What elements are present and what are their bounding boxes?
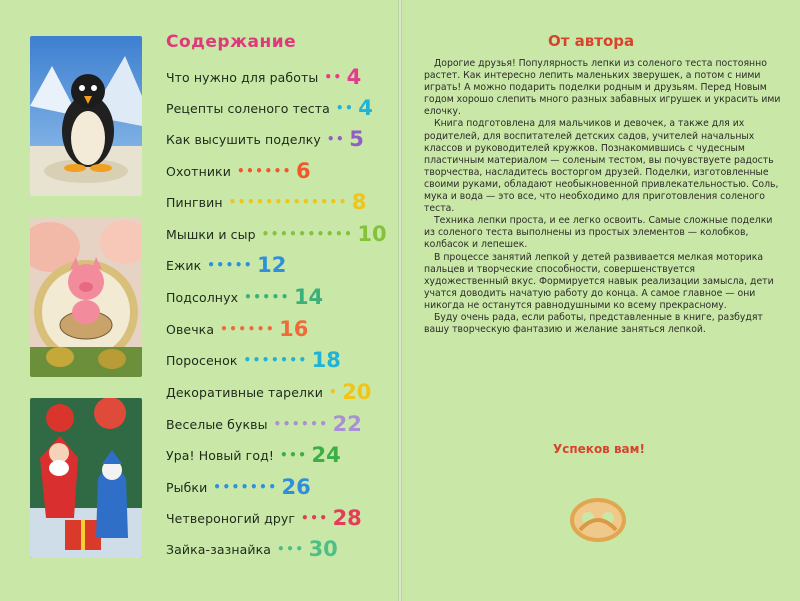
toc-row <box>166 95 373 121</box>
toc-item-label: Декоративные тарелки <box>166 384 323 400</box>
toc-row <box>166 505 362 531</box>
toc-item-label: Мышки и сыр <box>166 226 256 242</box>
toc-page-number: 28 <box>332 506 362 530</box>
toc-row <box>166 252 286 278</box>
toc-page-number: 30 <box>308 537 338 561</box>
toc-page-number: 22 <box>332 412 362 436</box>
toc-row <box>166 474 311 500</box>
toc-item-label: Рецепты соленого теста <box>166 100 330 116</box>
toc-item-label: Охотники <box>166 163 231 179</box>
closing-wish: Успеков вам! <box>553 442 645 456</box>
toc-leader-dots: •••••• <box>273 417 329 431</box>
toc-page-number: 16 <box>279 317 309 341</box>
toc-page-number: 4 <box>358 96 373 120</box>
author-note-title: От автора <box>548 32 635 50</box>
pig-photo <box>30 217 142 377</box>
toc-page-number: 18 <box>311 348 341 372</box>
toc-row <box>166 347 341 373</box>
toc-page-number: 6 <box>295 159 311 183</box>
toc-row <box>166 442 341 468</box>
toc-leader-dots: ••••• <box>244 290 290 304</box>
toc-item-label: Овечка <box>166 321 215 337</box>
pretzel-icon <box>568 492 628 544</box>
toc-page-number: 26 <box>281 475 311 499</box>
toc-page-number: 14 <box>293 285 324 309</box>
toc-leader-dots: •• <box>324 70 343 84</box>
toc-leader-dots: •• <box>335 101 355 115</box>
toc-page-number: 5 <box>349 127 364 151</box>
toc-leader-dots: ••• <box>277 542 305 556</box>
toc-leader-dots: •••••••••• <box>261 227 354 241</box>
toc-row <box>166 284 323 310</box>
toc-leader-dots: •• <box>326 132 346 146</box>
toc-page-number: 20 <box>342 380 372 404</box>
toc-leader-dots: ••• <box>279 448 308 462</box>
author-paragraph: В процессе занятий лепкой у детей развивается мелкая моторика пальцев и творческие способности, совершенствуется художественный вкус. Формируется навык реализации замысла, дети учатся доводить начатую работу до конца. А самое главное — они никогда не останутся равнодушными ко всему прекрасному. <box>424 251 774 311</box>
toc-row <box>166 189 366 215</box>
toc-page-number: 8 <box>351 190 367 214</box>
toc-item-label: Четвероногий друг <box>166 510 296 526</box>
toc-leader-dots: ••••••••••••• <box>228 195 348 209</box>
author-paragraph: Техника лепки проста, и ее легко освоить. Самые сложные поделки из соленого теста выполнены из простых элементов — колобков, колбасок и лепешек. <box>424 215 773 251</box>
toc-item-label: Ежик <box>166 257 202 273</box>
toc-item-label: Рыбки <box>166 479 208 495</box>
toc-leader-dots: • <box>328 385 339 399</box>
toc-row <box>166 221 387 247</box>
toc-page-number: 4 <box>346 65 362 89</box>
toc-item-label: Веселые буквы <box>166 416 268 432</box>
toc-item-label: Подсолнух <box>166 289 239 305</box>
toc-leader-dots: ••••••• <box>243 353 308 367</box>
toc-row <box>166 536 338 562</box>
toc-row <box>166 64 361 90</box>
toc-row <box>166 158 311 184</box>
toc-row <box>166 379 371 405</box>
toc-leader-dots: •••••• <box>220 322 276 336</box>
toc-page-number: 12 <box>257 253 287 277</box>
toc-leader-dots: ••• <box>301 511 329 525</box>
toc-item-label: Зайка-зазнайка <box>166 541 272 557</box>
toc-leader-dots: ••••• <box>207 258 254 272</box>
author-note-body <box>424 58 782 336</box>
author-paragraph: Дорогие друзья! Популярность лепки из соленого теста постоянно растет. Как интересно лепить маленьких зверушек, а потом с ними играть! А можно подарить поделки родным и друзьям. Перед Новым годом хорошо слепить много разных забавных игрушек и украсить ими елочку. <box>424 58 781 118</box>
toc-item-label: Ура! Новый год! <box>166 447 274 463</box>
penguin-photo <box>30 36 142 196</box>
contents-title: Содержание <box>166 32 297 52</box>
toc-item-label: Что нужно для работы <box>166 69 319 85</box>
toc-row <box>166 411 362 437</box>
toc-row <box>166 126 364 152</box>
toc-item-label: Поросенок <box>166 352 238 368</box>
toc-page-number: 10 <box>357 222 387 246</box>
toc-item-label: Пингвин <box>166 194 223 210</box>
toc-row <box>166 316 308 342</box>
toc-leader-dots: •••••• <box>236 164 292 178</box>
left-page <box>0 0 398 601</box>
santa-snowman-photo <box>30 398 142 558</box>
toc-item-label: Как высушить поделку <box>166 131 321 147</box>
author-paragraph: Буду очень рада, если работы, представленные в книге, разбудят вашу творческую фантазию и желание заняться лепкой. <box>424 311 763 336</box>
toc-page-number: 24 <box>311 443 341 467</box>
toc-leader-dots: ••••••• <box>213 480 278 494</box>
author-paragraph: Книга подготовлена для мальчиков и девочек, а также для их родителей, для воспитателей детских садов, учителей начальных классов и руководителей кружков. Познакомившись с чудесным пластичным материалом — соленым тестом, вы почувствуете радость творчества, насладитесь восторгом друзей. Поделки, изготовленные своими руками, обладают необыкновенной привлекательностью. Соль, мука и вода — это все, что необходимо для приготовления соленого теста. <box>424 118 779 215</box>
